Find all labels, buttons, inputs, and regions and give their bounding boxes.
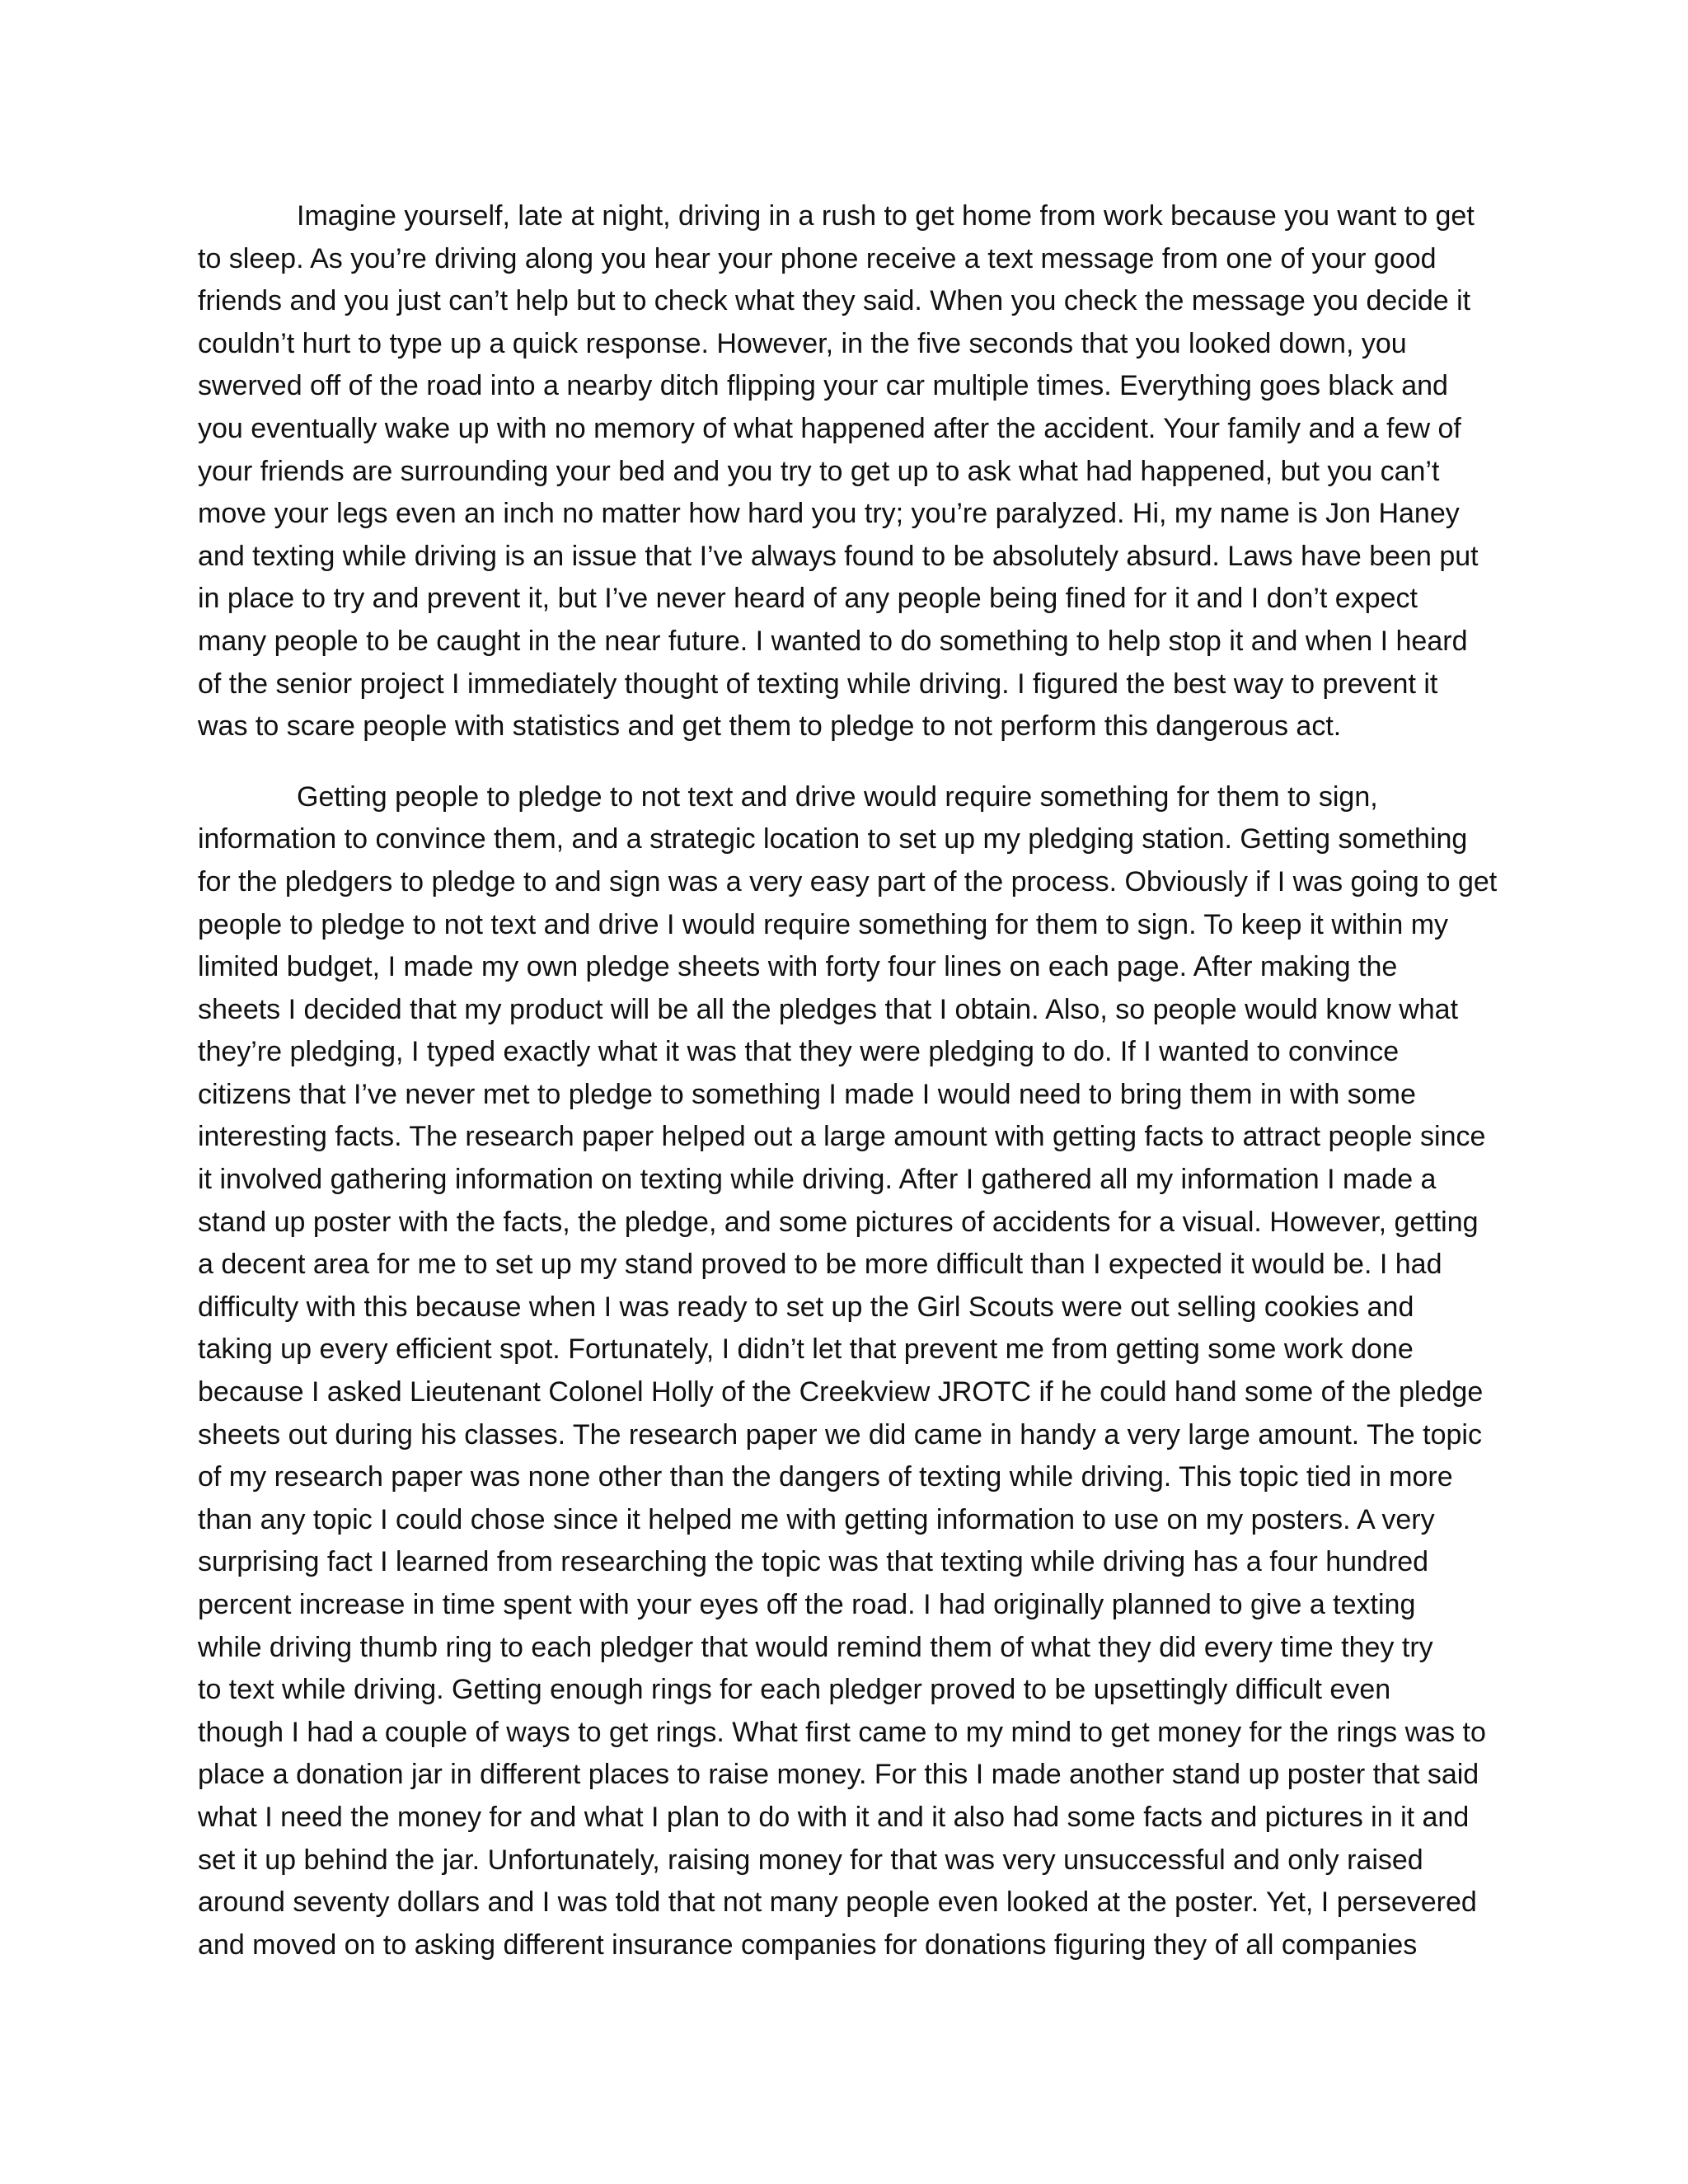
text-line: taking up every efficient spot. Fortunately, I didn’t let that prevent me from getting some work done (198, 1333, 1414, 1366)
text-line: people to pledge to not text and drive I would require something for them to sign. To keep it within my (198, 908, 1449, 940)
text-line: sheets out during his classes. The research paper we did came in handy a very large amount. The topic (198, 1418, 1482, 1451)
text-line: around seventy dollars and I was told that not many people even looked at the poster. Yet, I persevered (198, 1886, 1477, 1919)
text-line: of my research paper was none other than the dangers of texting while driving. This topic tied in more (198, 1461, 1453, 1493)
text-line: they’re pledging, I typed exactly what it was that they were pledging to do. If I wanted to convince (198, 1036, 1400, 1068)
text-line: and texting while driving is an issue that I’ve always found to be absolutely absurd. Laws have been put (198, 540, 1479, 572)
text-line: Getting people to pledge to not text and drive would require something for them to sign, (297, 780, 1378, 813)
text-line: for the pledgers to pledge to and sign was a very easy part of the process. Obviously if I was going to get (198, 865, 1498, 898)
text-line: surprising fact I learned from researching the topic was that texting while driving has a four hundred (198, 1546, 1429, 1578)
text-line: information to convince them, and a strategic location to set up my pledging station. Getting something (198, 823, 1468, 855)
text-line: sheets I decided that my product will be all the pledges that I obtain. Also, so people would know what (198, 993, 1459, 1025)
text-line: difficulty with this because when I was ready to set up the Girl Scouts were out selling cookies and (198, 1291, 1414, 1323)
text-line: what I need the money for and what I plan to do with it and it also had some facts and pictures in it and (198, 1801, 1470, 1833)
text-line: and moved on to asking different insurance companies for donations figuring they of all companies (198, 1929, 1418, 1961)
text-line: set it up behind the jar. Unfortunately, raising money for that was very unsuccessful and only raised (198, 1844, 1423, 1876)
text-line: a decent area for me to set up my stand proved to be more difficult than I expected it would be. I had (198, 1249, 1442, 1281)
text-line: couldn’t hurt to type up a quick response. However, in the five seconds that you looked down, you (198, 327, 1407, 359)
text-line: move your legs even an inch no matter how hard you try; you’re paralyzed. Hi, my name is Jon Haney (198, 498, 1460, 530)
text-line: many people to be caught in the near future. I wanted to do something to help stop it and when I heard (198, 625, 1468, 657)
text-line: limited budget, I made my own pledge sheets with forty four lines on each page. After making the (198, 951, 1398, 983)
text-line: your friends are surrounding your bed and you try to get up to ask what had happened, but you can’t (198, 455, 1440, 487)
text-line: while driving thumb ring to each pledger that would remind them of what they did every time they try (198, 1631, 1433, 1663)
paragraph-2 (198, 776, 1496, 1967)
text-line: stand up poster with the facts, the pledge, and some pictures of accidents for a visual. However, getting (198, 1206, 1479, 1238)
text-line: in place to try and prevent it, but I’ve never heard of any people being fined for it and I don’t expect (198, 583, 1418, 615)
text-line: you eventually wake up with no memory of what happened after the accident. Your family and a few of (198, 412, 1461, 444)
text-line: to text while driving. Getting enough rings for each pledger proved to be upsettingly difficult even (198, 1674, 1391, 1706)
text-line: percent increase in time spent with your eyes off the road. I had originally planned to give a texting (198, 1589, 1416, 1620)
paragraph-1 (198, 195, 1496, 748)
document-body (198, 195, 1496, 1966)
text-line: was to scare people with statistics and get them to pledge to not perform this dangerous act. (198, 710, 1342, 743)
text-line: place a donation jar in different places to raise money. For this I made another stand up poster that said (198, 1759, 1479, 1791)
text-line: it involved gathering information on texting while driving. After I gathered all my information I made a (198, 1164, 1437, 1196)
text-line: friends and you just can’t help but to check what they said. When you check the message you decide it (198, 285, 1471, 317)
text-line: swerved off of the road into a nearby ditch flipping your car multiple times. Everything goes black and (198, 370, 1448, 402)
text-line: though I had a couple of ways to get rings. What first came to my mind to get money for the rings was to (198, 1716, 1486, 1748)
text-line: Imagine yourself, late at night, driving in a rush to get home from work because you want to get (297, 200, 1475, 232)
text-line: than any topic I could chose since it helped me with getting information to use on my posters. A very (198, 1503, 1435, 1535)
text-line: to sleep. As you’re driving along you hear your phone receive a text message from one of your good (198, 242, 1437, 274)
text-line: citizens that I’ve never met to pledge to something I made I would need to bring them in with some (198, 1078, 1416, 1110)
text-line: because I asked Lieutenant Colonel Holly of the Creekview JROTC if he could hand some of the pledge (198, 1376, 1484, 1408)
text-line: interesting facts. The research paper helped out a large amount with getting facts to attract people since (198, 1121, 1486, 1153)
text-line: of the senior project I immediately thought of texting while driving. I figured the best way to prevent it (198, 668, 1438, 700)
